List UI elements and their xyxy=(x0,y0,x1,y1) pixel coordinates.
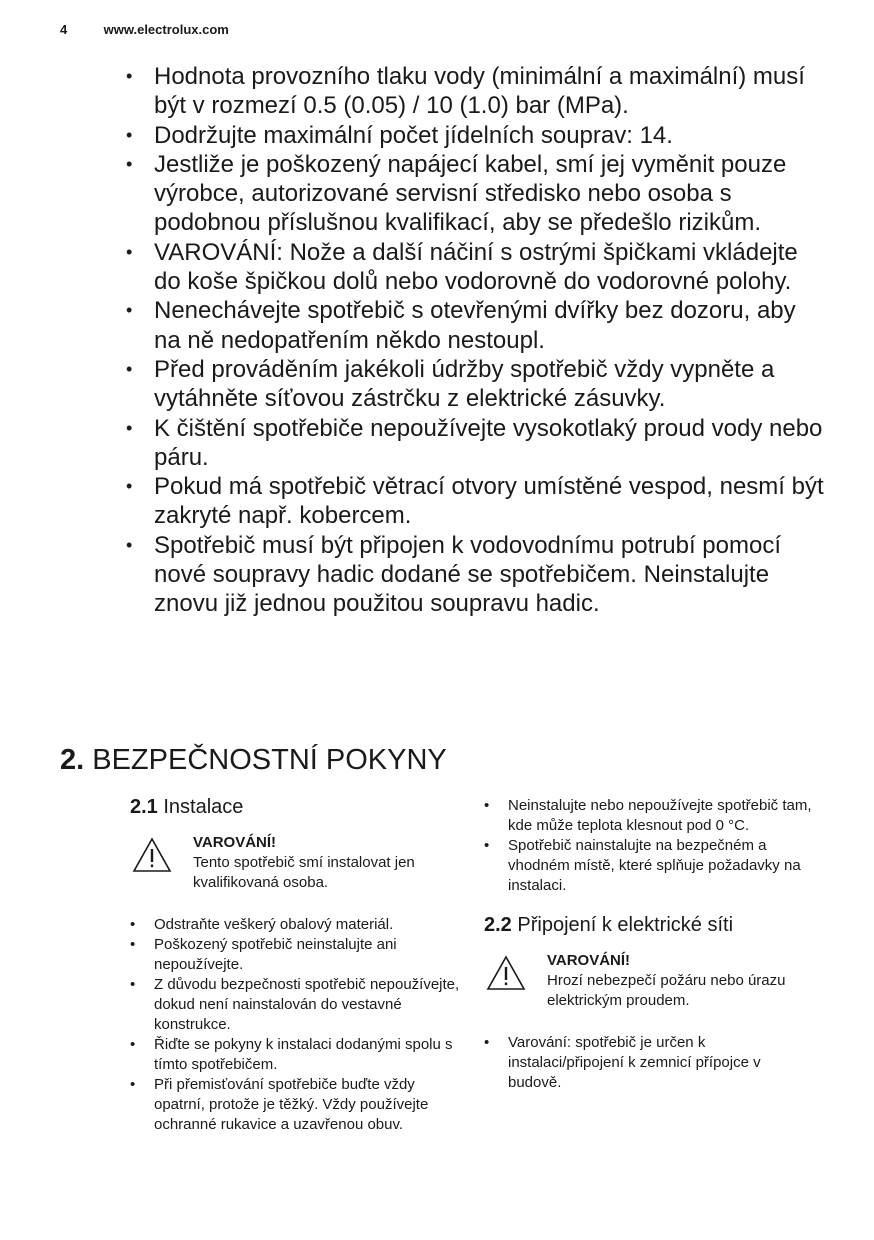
page-header xyxy=(60,22,229,37)
warning-triangle-icon xyxy=(132,837,172,873)
page-number: 4 xyxy=(60,22,68,37)
top-bullet-list xyxy=(126,62,826,619)
subsection-heading-installation: 2.1 Instalace xyxy=(130,796,244,818)
bullet-icon: • xyxy=(126,534,133,555)
list-item: • Poškozený spotřebič neinstalujte ani nepoužívejte. xyxy=(130,936,397,973)
list-item: • Dodržujte maximální počet jídelních souprav: 14. xyxy=(126,121,673,149)
list-item: • Odstraňte veškerý obalový materiál. xyxy=(130,916,394,933)
warning-triangle-icon xyxy=(486,955,526,991)
warning-box xyxy=(130,833,460,893)
list-item: • Neinstalujte nebo nepoužívejte spotřebič tam, kde může teplota klesnout pod 0 °C. xyxy=(484,797,812,834)
list-item: • Spotřebič nainstalujte na bezpečném a vhodném místě, které splňuje požadavky na instalaci. xyxy=(484,837,801,894)
warning-title: VAROVÁNÍ! xyxy=(193,834,277,851)
bullet-icon: • xyxy=(126,241,133,262)
list-item: • VAROVÁNÍ: Nože a další náčiní s ostrými špičkami vkládejte do koše špičkou dolů nebo vodorovně do vodorovné polohy. xyxy=(126,238,798,296)
section-title xyxy=(60,744,447,777)
left-column xyxy=(130,796,460,1135)
warning-title: VAROVÁNÍ! xyxy=(547,952,631,969)
installation-list xyxy=(130,915,460,1135)
section-title-text: BEZPEČNOSTNÍ POKYNY xyxy=(92,744,447,776)
bullet-icon: • xyxy=(126,66,133,86)
list-item: • Varování: spotřebič je určen k instalaci/připojení k zemnicí přípojce v budově. xyxy=(484,1034,761,1091)
warning-box xyxy=(484,951,814,1011)
bullet-icon: • xyxy=(126,153,133,174)
bullet-icon: • xyxy=(484,797,490,814)
electrical-list xyxy=(484,1033,814,1093)
list-item: • Řiďte se pokyny k instalaci dodanými spolu s tímto spotřebičem. xyxy=(130,1036,453,1073)
bullet-icon: • xyxy=(130,936,136,953)
bullet-icon: • xyxy=(130,976,136,993)
section-number: 2. xyxy=(60,744,85,776)
list-item: • K čištění spotřebiče nepoužívejte vysokotlaký proud vody nebo páru. xyxy=(126,414,823,471)
list-item: • Z důvodu bezpečnosti spotřebič nepoužívejte, dokud není nainstalován do vestavné konstrukce. xyxy=(130,976,460,1033)
bullet-icon: • xyxy=(126,358,133,379)
bullet-icon: • xyxy=(126,417,133,438)
subsection-heading-electrical: 2.2 Připojení k elektrické síti xyxy=(484,914,734,936)
installation-list-continued xyxy=(484,796,814,896)
bullet-icon: • xyxy=(126,300,133,321)
warning-text: Hrozí nebezpečí požáru nebo úrazu elektrickým proudem. xyxy=(547,972,786,1009)
right-column xyxy=(484,796,814,1093)
bullet-icon: • xyxy=(484,837,490,854)
bullet-icon: • xyxy=(130,1076,136,1093)
list-item: • Jestliže je poškozený napájecí kabel, smí jej vyměnit pouze výrobce, autorizované servisní středisko nebo osoba s podobnou příslušnou kvalifikací, aby se předešlo rizikům. xyxy=(126,150,787,237)
list-item: • Pokud má spotřebič větrací otvory umístěné vespod, nesmí být zakryté např. kobercem. xyxy=(126,473,824,530)
list-item: • Při přemisťování spotřebiče buďte vždy opatrní, protože je těžký. Vždy používejte ochranné rukavice a uzavřenou obuv. xyxy=(130,1076,429,1133)
bullet-icon: • xyxy=(484,1034,490,1051)
bullet-icon: • xyxy=(126,476,133,497)
bullet-icon: • xyxy=(126,124,133,145)
list-item: • Nenechávejte spotřebič s otevřenými dvířky bez dozoru, aby na ně nedopatřením někdo nestoupl. xyxy=(126,297,796,354)
bullet-icon: • xyxy=(130,916,136,933)
list-item: • Před prováděním jakékoli údržby spotřebič vždy vypněte a vytáhněte síťovou zástrčku z elektrické zásuvky. xyxy=(126,355,775,413)
site-url[interactable]: www.electrolux.com xyxy=(103,22,229,37)
list-item: • Hodnota provozního tlaku vody (minimální a maximální) musí být v rozmezí 0.5 (0.05) / 10 (1.0) bar (MPa). xyxy=(126,63,805,120)
bullet-icon: • xyxy=(130,1036,136,1053)
warning-text: Tento spotřebič smí instalovat jen kvalifikovaná osoba. xyxy=(193,854,415,891)
list-item: • Spotřebič musí být připojen k vodovodnímu potrubí pomocí nové soupravy hadic dodané se spotřebičem. Neinstalujte znovu již jednou použitou soupravu hadic. xyxy=(126,531,781,618)
